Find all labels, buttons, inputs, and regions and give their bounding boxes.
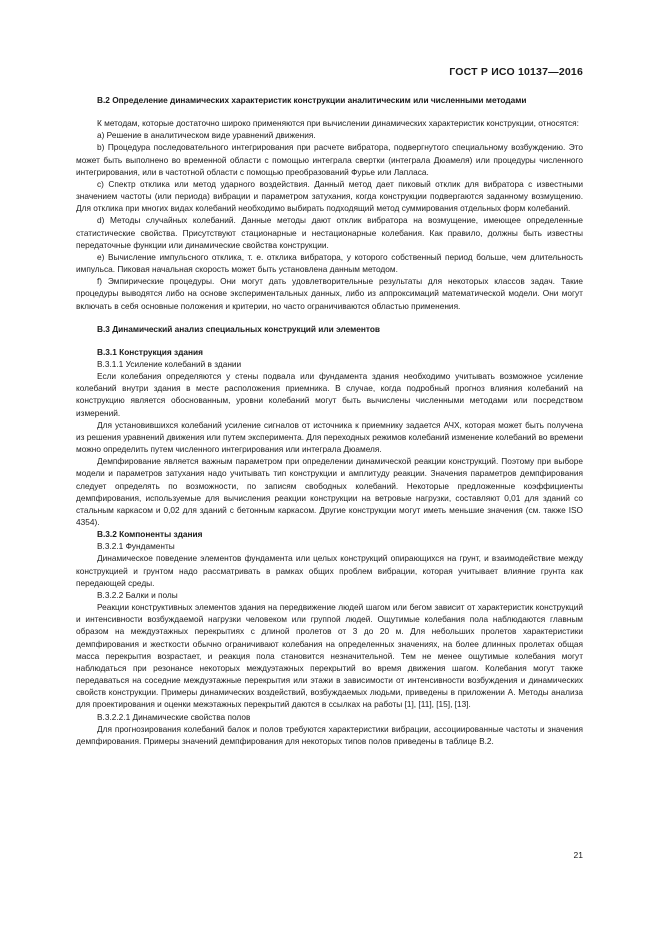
section-b3-heading: В.3 Динамический анализ специальных конструкций или элементов bbox=[97, 323, 381, 334]
list-item: b) Процедура последовательного интегрирования при расчете вибратора, подвергнутого специальному возбуждению. Это может быть выполнено во временной области с помощью интеграла свертки (интеграла Дюамеля) или процедуры численного интегрирования, или в частотной области с помощью преобразований Фурье или Лапласа. bbox=[76, 142, 583, 177]
subsection-heading: В.3.2.1 Фундаменты bbox=[97, 541, 175, 552]
subsection-heading: В.3.2.2 Балки и полы bbox=[97, 589, 178, 600]
list-item: f) Эмпирические процедуры. Они могут дать удовлетворительные результаты для некоторых классов задач. Такие процедуры выводятся либо на основе экспериментальных данных, либо из аппроксимаций математической модели. Они могут включать в себя основные положения и критерии, но часто ограничиваются областью применения. bbox=[76, 276, 583, 311]
subsection-heading: В.3.2 Компоненты здания bbox=[97, 529, 203, 540]
subsection-heading: В.3.1.1 Усиление колебаний в здании bbox=[97, 358, 242, 369]
standard-title: ГОСТ Р ИСО 10137—2016 bbox=[449, 66, 583, 78]
paragraph: Для установившихся колебаний усиление сигналов от источника к приемнику задается АЧХ, которая может быть получена из решения уравнений движения или путем эксперимента. Для переходных режимов колебаний изменение колебаний во времени можно определить путем численного интегрирования или интеграла Дюамеля. bbox=[76, 419, 583, 455]
paragraph: К методам, которые достаточно широко применяются при вычислении динамических характеристик конструкции, относятся: bbox=[97, 118, 579, 129]
paragraph: Если колебания определяются у стены подвала или фундамента здания необходимо учитывать возможное усиление колебаний внутри здания в месте расположения приемника. В случае, когда подробный прогноз влияния колебаний на конструкцию является обоснованным, уровни колебаний могут быть вычислены численными методами или посредством измерений. bbox=[76, 371, 583, 418]
paragraph: Для прогнозирования колебаний балок и полов требуются характеристики вибрации, ассоциированные частоты и значения демпфирования. Примеры значений демпфирования для некоторых типов полов приведены в таблице В.2. bbox=[76, 723, 583, 746]
subsection-heading: В.3.1 Конструкция здания bbox=[97, 346, 203, 357]
list-item: c) Спектр отклика или метод ударного воздействия. Данный метод дает пиковый отклик для вибратора с известными значением частоты (или периода) вибрации и параметром затухания, когда конструкции подвергаются заданному возмущению. Для отклика при многих видах колебаний необходимо выбирать подходящий метод суммирования отдельных форм колебаний. bbox=[76, 178, 583, 214]
paragraph: Демпфирование является важным параметром при определении динамической реакции конструкций. Поэтому при выборе модели и параметров затухания надо учитывать тип конструкции и амплитуду реакции. Значения параметров демпфирования следует определять по возможности, по записям свободных колебаний. Некоторые предложенные коэффициенты демпфирования, используемые для вычисления реакции конструкции на ветровые нагрузки, составляют 0,01 для зданий со стальным каркасом и 0,02 для зданий с бетонным каркасом. Другие конструкции могут иметь меньшие значения (см. также ISO 4354). bbox=[76, 456, 583, 527]
page-body bbox=[76, 94, 583, 747]
paragraph: Динамическое поведение элементов фундамента или целых конструкций опирающихся на грунт, и взаимодействие между конструкцией и грунтом надо рассматривать в рамках общих проблем вибрации, которая учитывает влияние грунта как передающей среды. bbox=[76, 553, 583, 588]
list-item: e) Вычисление импульсного отклика, т. е. отклика вибратора, у которого собственный период больше, чем длительность импульса. Пиковая начальная скорость может быть установлена данным методом. bbox=[76, 251, 583, 275]
list-item: d) Методы случайных колебаний. Данные методы дают отклик вибратора на возмущение, имеющее определенные статистические свойства. Присутствуют стационарные и нестационарные колебания. Как правило, должны быть известны передаточные функции или динамические свойства конструкции. bbox=[76, 215, 583, 250]
list-item: а) Решение в аналитическом виде уравнений движения. bbox=[97, 130, 316, 141]
subsection-heading: В.3.2.2.1 Динамические свойства полов bbox=[97, 711, 251, 722]
page-number: 21 bbox=[573, 850, 583, 860]
section-b2-heading: В.2 Определение динамических характеристик конструкции аналитическим или численными методами bbox=[97, 95, 527, 105]
paragraph: Реакции конструктивных элементов здания на передвижение людей шагом или бегом зависит от характеристик конструкций и интенсивности возбуждаемой нагрузки человеком или группой людей. Ощутимые колебания пола наблюдаются главным образом на междуэтажных перекрытиях с длиной пролетов от 3 до 20 м. Для небольших пролетов характеристики демпфирования и жесткости обычно ограничивают колебания на определенных значениях, на более длинных пролетах общая масса перекрытия возрастает, и реакция пола становится незначительной. Тем не менее ощутимые колебания могут наблюдаться при резонансе некоторых междуэтажных перекрытий во время движения шагом. Колебания могут также передаваться на соседние междуэтажные перекрытия или этажи в зависимости от интенсивности возбуждения и динамических свойств конструкции. Примеры динамических воздействий, возбуждаемых людьми, приведены в приложении А. Методы анализа для проектирования и оценки межэтажных перекрытий даются в ссылках на работы [1], [11], [15], [13]. bbox=[76, 602, 583, 710]
